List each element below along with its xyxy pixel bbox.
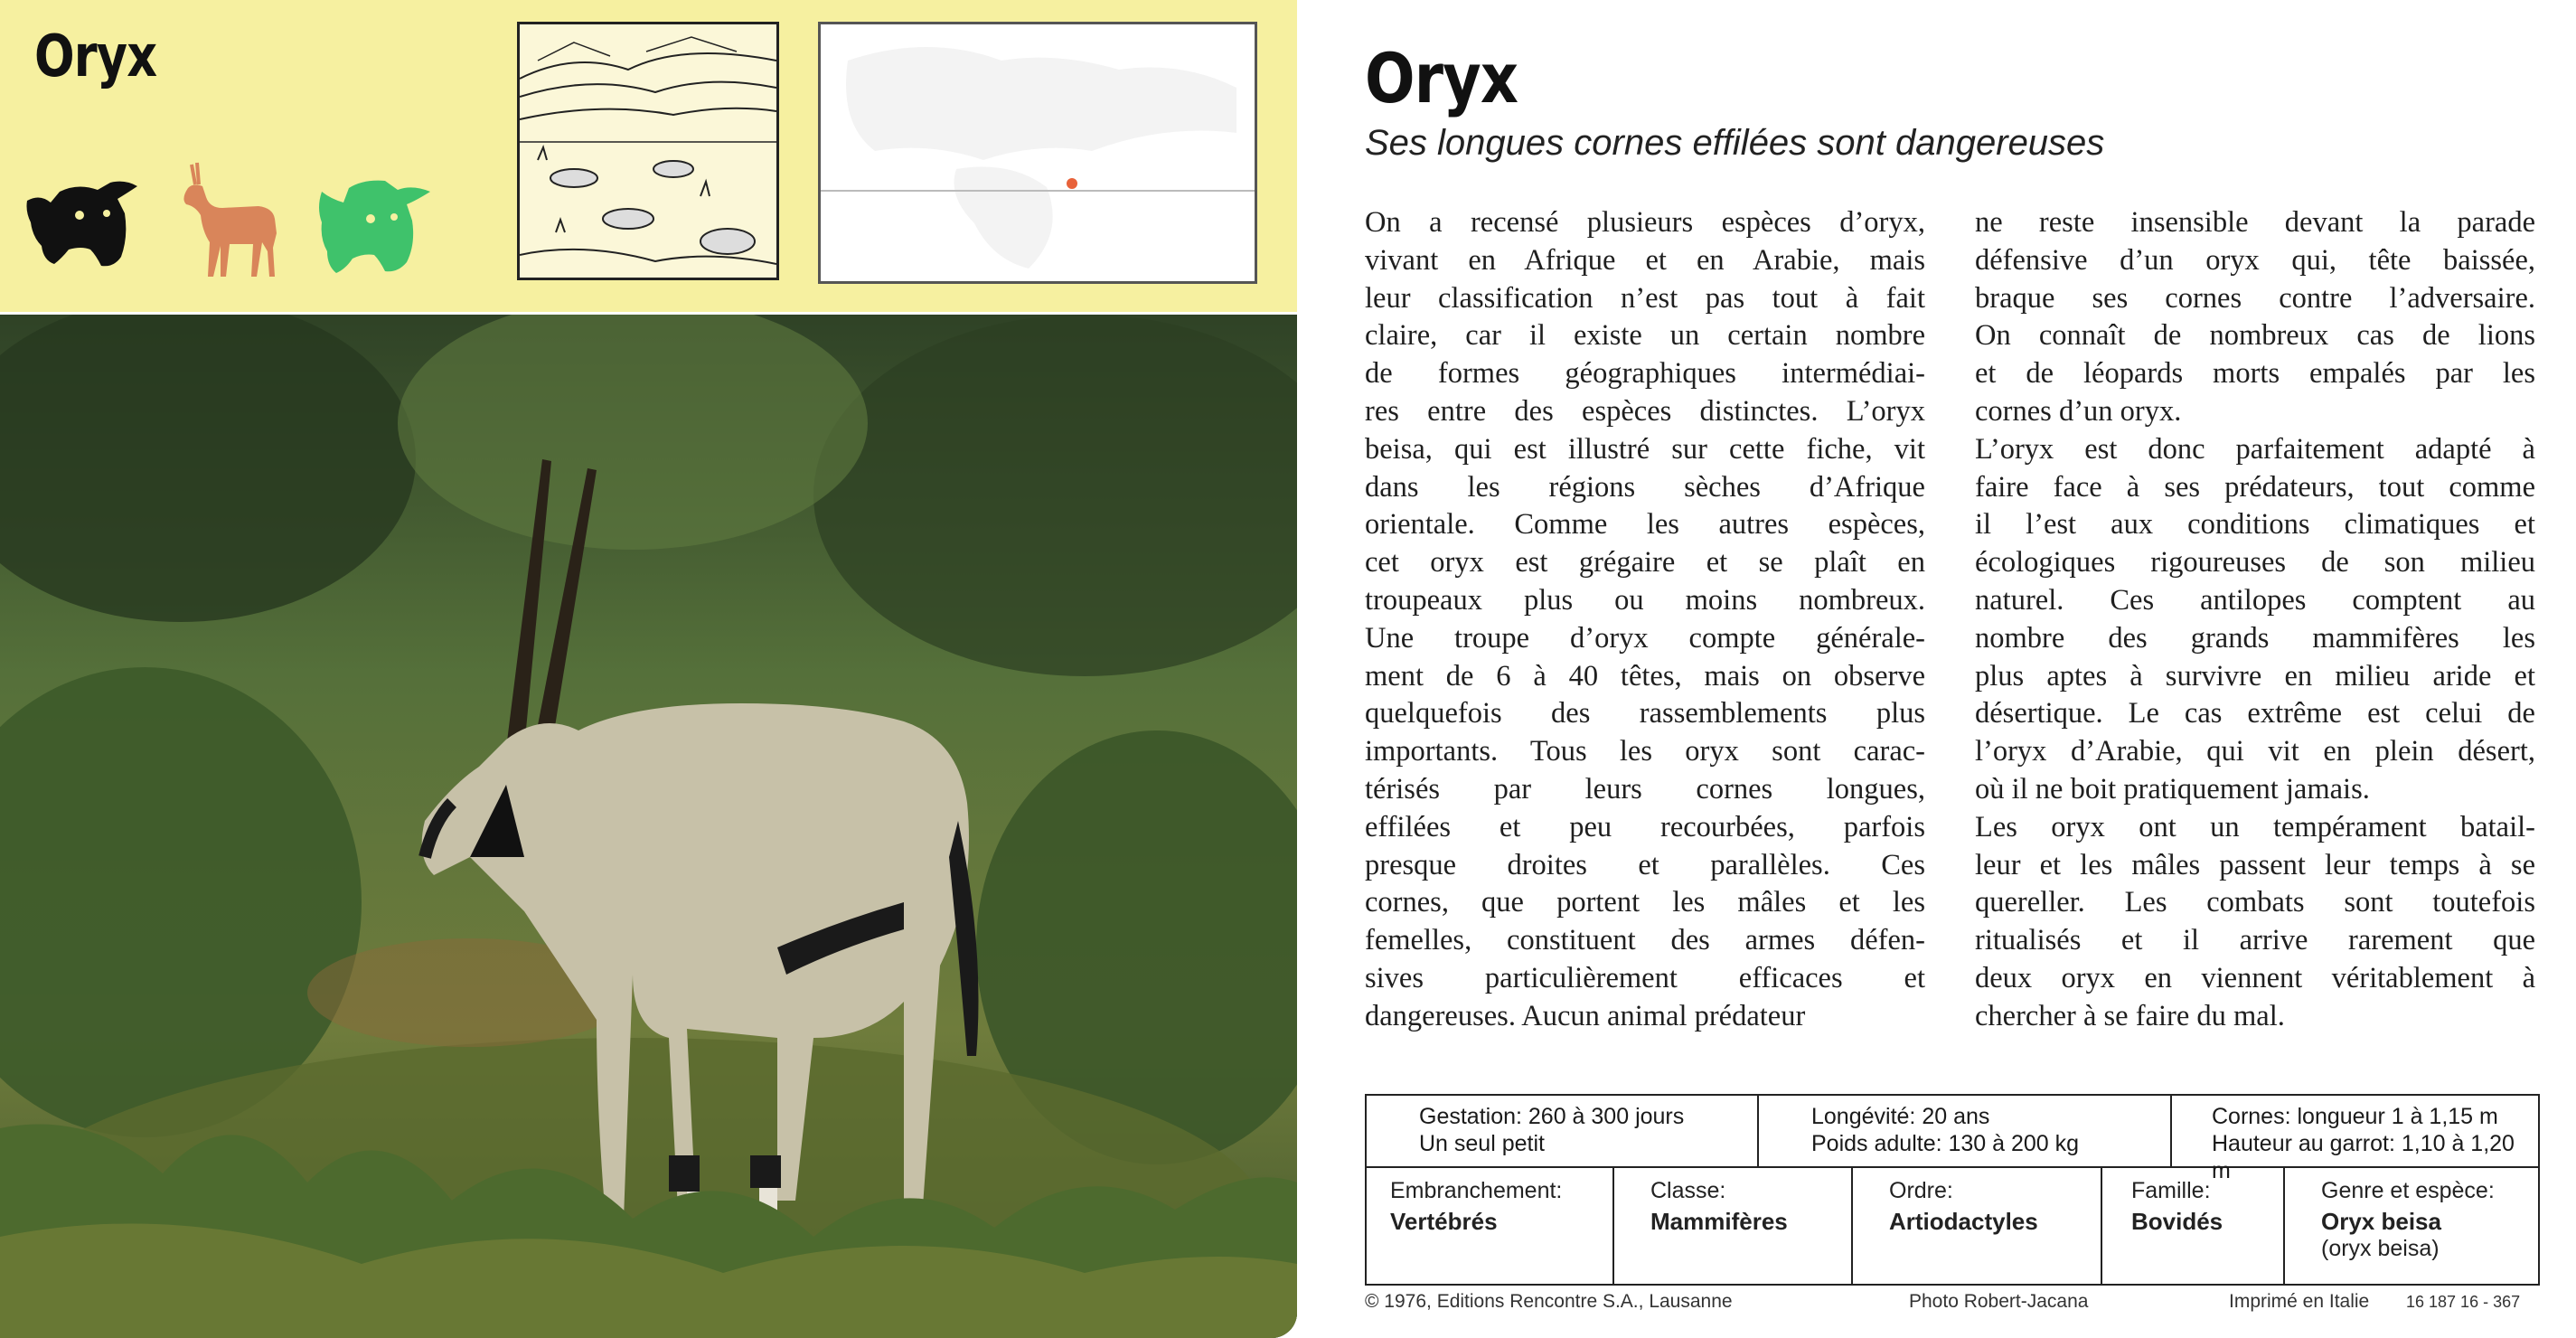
bull-head-green-icon [318, 172, 436, 278]
oryx-photo [0, 315, 1297, 1338]
horns-text: Cornes: longueur 1 à 1,15 m [2212, 1104, 2498, 1129]
text-line: dans les régions sèches d’Afrique [1365, 470, 1925, 504]
text-line: dangereuses. Aucun animal prédateur [1365, 999, 1806, 1032]
order-label: Ordre: [1889, 1178, 1953, 1203]
text-line: sives particulièrement efficaces et [1365, 961, 1925, 994]
text-line: leur et les mâles passent leur temps à se [1975, 848, 2535, 881]
text-line: vivant en Afrique et en Arabie, mais [1365, 243, 1925, 277]
text-line: ne reste insensible devant la parade [1975, 206, 2535, 239]
article-title: Oryx [1365, 38, 1518, 118]
text-line: plus aptes à survivre en milieu aride et [1975, 659, 2535, 693]
text-line: importants. Tous les oryx sont carac- [1365, 735, 1925, 768]
text-column-2 [1975, 204, 2535, 1036]
taxonomy-order [1851, 1168, 2101, 1284]
taxonomy-class [1612, 1168, 1851, 1284]
text-line: braque ses cornes contre l’adversaire. [1975, 281, 2535, 315]
text-line: L’oryx est donc parfaitement adapté à [1975, 432, 2535, 466]
bull-head-icon [24, 174, 141, 273]
article-subtitle: Ses longues cornes effilées sont dangereuses [1365, 123, 2105, 163]
text-line: naturel. Ces antilopes comptent au [1975, 583, 2535, 617]
text-line: cet oryx est grégaire et se plaît en [1365, 546, 1925, 579]
species-value: Oryx beisa [2321, 1208, 2441, 1235]
longevity-cell [1757, 1096, 2170, 1166]
gestation-cell [1367, 1096, 1757, 1166]
facts-table [1365, 1094, 2540, 1286]
text-line: défensive d’un oryx qui, tête baissée, [1975, 243, 2535, 277]
card-title: Oryx [34, 24, 157, 90]
distribution-map [818, 22, 1257, 284]
text-line: On a recensé plusieurs espèces d’oryx, [1365, 206, 1925, 239]
taxonomy-species [2283, 1168, 2538, 1284]
text-line: térisés par leurs cornes longues, [1365, 772, 1925, 806]
text-line: femelles, constituent des armes défen- [1365, 924, 1925, 957]
horns-cell [2170, 1096, 2538, 1183]
phylum-value: Vertébrés [1390, 1208, 1498, 1235]
text-line: presque droites et parallèles. Ces [1365, 848, 1925, 881]
taxonomy-phylum [1367, 1168, 1612, 1284]
species-sub: (oryx beisa) [2321, 1236, 2440, 1261]
text-line: écologiques rigoureuses de son milieu [1975, 546, 2535, 579]
text-line: nombre des grands mammifères les [1975, 621, 2535, 655]
text-line: res entre des espèces distinctes. L’oryx [1365, 394, 1925, 428]
habitat-illustration [517, 22, 779, 280]
card-header [0, 0, 1297, 312]
species-label: Genre et espèce: [2321, 1178, 2495, 1203]
text-line: troupeaux plus ou moins nombreux. [1365, 583, 1925, 617]
text-line: où il ne boit pratiquement jamais. [1975, 772, 2370, 806]
text-line: orientale. Comme les autres espèces, [1365, 508, 1925, 542]
text-line: cornes d’un oryx. [1975, 394, 2182, 428]
longevity-text: Longévité: 20 ans [1811, 1104, 1990, 1129]
text-column-1 [1365, 204, 1925, 1036]
class-label: Classe: [1650, 1178, 1726, 1203]
family-value: Bovidés [2131, 1208, 2223, 1235]
class-value: Mammifères [1650, 1208, 1788, 1235]
taxonomy-family [2101, 1168, 2283, 1284]
weight-text: Poids adulte: 130 à 200 kg [1811, 1131, 2080, 1156]
gestation-text: Gestation: 260 à 300 jours [1419, 1104, 1685, 1129]
text-line: effilées et peu recourbées, parfois [1365, 810, 1925, 843]
text-line: ritualisés et il arrive rarement que [1975, 924, 2535, 957]
photo-credit: Photo Robert-Jacana [1909, 1291, 2089, 1312]
text-line: Une troupe d’oryx compte générale- [1365, 621, 1925, 655]
text-line: de formes géographiques intermédiai- [1365, 357, 1925, 391]
text-line: On connaît de nombreux cas de lions [1975, 319, 2535, 353]
text-line: Les oryx ont un tempérament batail- [1975, 810, 2535, 843]
text-line: beisa, qui est illustré sur cette fiche, vit [1365, 432, 1925, 466]
text-line: l’oryx d’Arabie, qui vit en plein désert, [1975, 735, 2535, 768]
text-line: leur classification n’est pas tout à fait [1365, 281, 1925, 315]
printed-text: Imprimé en Italie [2229, 1291, 2370, 1312]
text-line: faire face à ses prédateurs, tout comme [1975, 470, 2535, 504]
phylum-label: Embranchement: [1390, 1178, 1563, 1203]
text-line: désertique. Le cas extrême est celui de [1975, 697, 2535, 730]
facts-row-taxonomy [1367, 1168, 2538, 1284]
text-line: deux oryx en viennent véritablement à [1975, 961, 2535, 994]
text-line: ment de 6 à 40 têtes, mais on observe [1365, 659, 1925, 693]
litter-text: Un seul petit [1419, 1131, 1545, 1156]
text-line: il l’est aux conditions climatiques et [1975, 508, 2535, 542]
text-line: cornes, que portent les mâles et les [1365, 886, 1925, 919]
height-text: Hauteur au garrot: 1,10 à 1,20 m [2212, 1131, 2515, 1183]
antelope-icon [174, 161, 282, 280]
text-line: et de léopards morts empalés par les [1975, 357, 2535, 391]
order-value: Artiodactyles [1889, 1208, 2038, 1235]
text-line: quelquefois des rassemblements plus [1365, 697, 1925, 730]
copyright-text: © 1976, Editions Rencontre S.A., Lausanne [1365, 1291, 1733, 1312]
family-label: Famille: [2131, 1178, 2211, 1203]
text-line: quereller. Les combats sont toutefois [1975, 886, 2535, 919]
facts-row-biology [1367, 1096, 2538, 1183]
text-line: chercher à se faire du mal. [1975, 999, 2285, 1032]
text-line: claire, car il existe un certain nombre [1365, 319, 1925, 353]
card-code: 16 187 16 - 367 [2406, 1293, 2521, 1311]
